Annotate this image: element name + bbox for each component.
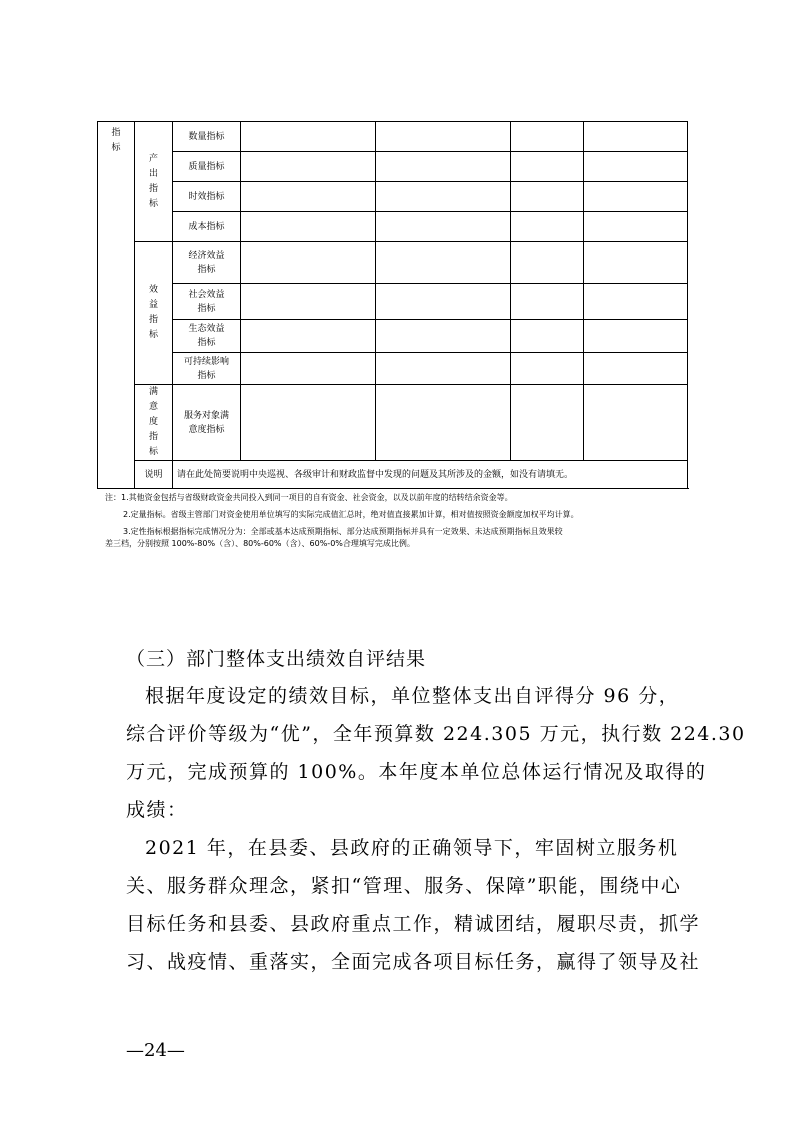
paragraph-line: 根据年度设定的绩效目标，单位整体支出自评得分 96 分， xyxy=(145,685,680,707)
table-cell xyxy=(584,385,688,461)
table-cell xyxy=(511,242,584,284)
section-heading: （三）部门整体支出绩效自评结果 xyxy=(126,648,427,670)
note-text: 请在此处简要说明中央巡视、各级审计和财政监督中发现的问题及其所涉及的金额，如没有请填无。 xyxy=(173,461,688,489)
table-cell xyxy=(584,284,688,320)
paragraph-line: 万元，完成预算的 100%。本年度本单位总体运行情况及取得的 xyxy=(126,761,707,783)
satisfaction-group-cell xyxy=(135,385,173,461)
footnote-1: 注：1.其他资金包括与省级财政资金共同投入到同一项目的自有资金、社会资金，以及以前年度的结转结余资金等。 xyxy=(105,493,513,502)
row-label-service-satisfaction: 服务对象满意度指标 xyxy=(173,385,241,461)
output-group-cell xyxy=(135,122,173,242)
table-cell xyxy=(584,152,688,182)
table-cell xyxy=(241,122,376,152)
table-cell xyxy=(376,284,511,320)
table-cell xyxy=(511,320,584,353)
table-cell xyxy=(584,353,688,385)
indicator-group-label: 指标 xyxy=(111,128,121,153)
paragraph-line: 目标任务和县委、县政府重点工作，精诚团结，履职尽责，抓学 xyxy=(126,913,701,935)
table-cell xyxy=(241,212,376,242)
table-cell xyxy=(241,353,376,385)
table-cell xyxy=(376,182,511,212)
footnote-3: 3.定性指标根据指标完成情况分为：全部或基本达成预期指标、部分达成预期指标并具有一定效果、未达成预期指标且效果较 xyxy=(123,527,563,536)
row-label-sustainable: 可持续影响指标 xyxy=(173,353,241,385)
table-cell xyxy=(376,122,511,152)
row-label-ecological: 生态效益指标 xyxy=(173,320,241,353)
paragraph-annual-work xyxy=(126,829,701,981)
row-label-timeliness: 时效指标 xyxy=(173,182,241,212)
table-cell xyxy=(241,385,376,461)
paragraph-line: 关、服务群众理念，紧扣“管理、服务、保障”职能，围绕中心 xyxy=(126,875,682,897)
table-cell xyxy=(511,182,584,212)
table-cell xyxy=(376,152,511,182)
note-label: 说明 xyxy=(135,461,173,489)
benefit-group-cell xyxy=(135,242,173,385)
table-cell xyxy=(241,284,376,320)
table-cell xyxy=(376,212,511,242)
table-cell xyxy=(511,284,584,320)
row-label-quantity: 数量指标 xyxy=(173,122,241,152)
table-cell xyxy=(241,182,376,212)
table-cell xyxy=(584,242,688,284)
footnote-2: 2.定量指标。省级主管部门对资金使用单位填写的实际完成值汇总时，绝对值直接累加计算，相对值按照资金额度加权平均计算。 xyxy=(123,510,579,519)
table-cell xyxy=(584,212,688,242)
paragraph-line: 成绩： xyxy=(126,799,188,821)
table-cell xyxy=(511,122,584,152)
table-cell xyxy=(584,122,688,152)
table-cell xyxy=(511,152,584,182)
row-label-economic: 经济效益指标 xyxy=(173,242,241,284)
table-cell xyxy=(241,152,376,182)
row-label-cost: 成本指标 xyxy=(173,212,241,242)
table-cell xyxy=(511,353,584,385)
table-cell xyxy=(241,242,376,284)
paragraph-line: 综合评价等级为“优”，全年预算数 224.305 万元，执行数 224.30 xyxy=(126,723,746,745)
row-label-quality: 质量指标 xyxy=(173,152,241,182)
table-cell xyxy=(584,182,688,212)
table-cell xyxy=(376,385,511,461)
table-cell xyxy=(241,320,376,353)
performance-indicator-table xyxy=(97,121,688,489)
table-cell xyxy=(376,242,511,284)
paragraph-line: 习、战疫情、重落实，全面完成各项目标任务，赢得了领导及社 xyxy=(126,951,701,973)
paragraph-line: 2021 年，在县委、县政府的正确领导下，牢固树立服务机 xyxy=(145,837,679,859)
table-cell xyxy=(376,353,511,385)
table-cell xyxy=(511,212,584,242)
indicator-group-cell xyxy=(98,122,135,489)
row-label-social: 社会效益指标 xyxy=(173,284,241,320)
satisfaction-group-label: 满意度指标 xyxy=(148,387,158,457)
table-cell xyxy=(584,320,688,353)
output-group-label: 产出指标 xyxy=(148,154,158,209)
footnotes xyxy=(105,492,695,555)
benefit-group-label: 效益指标 xyxy=(148,285,158,340)
page-number: —24— xyxy=(126,1040,185,1061)
table-cell xyxy=(511,385,584,461)
footnote-3-cont: 差三档，分别按照 100%-80%（含）、80%-60%（含）、60%-0%合理填写完成比例。 xyxy=(105,539,415,548)
paragraph-self-evaluation xyxy=(126,677,746,829)
table-cell xyxy=(376,320,511,353)
